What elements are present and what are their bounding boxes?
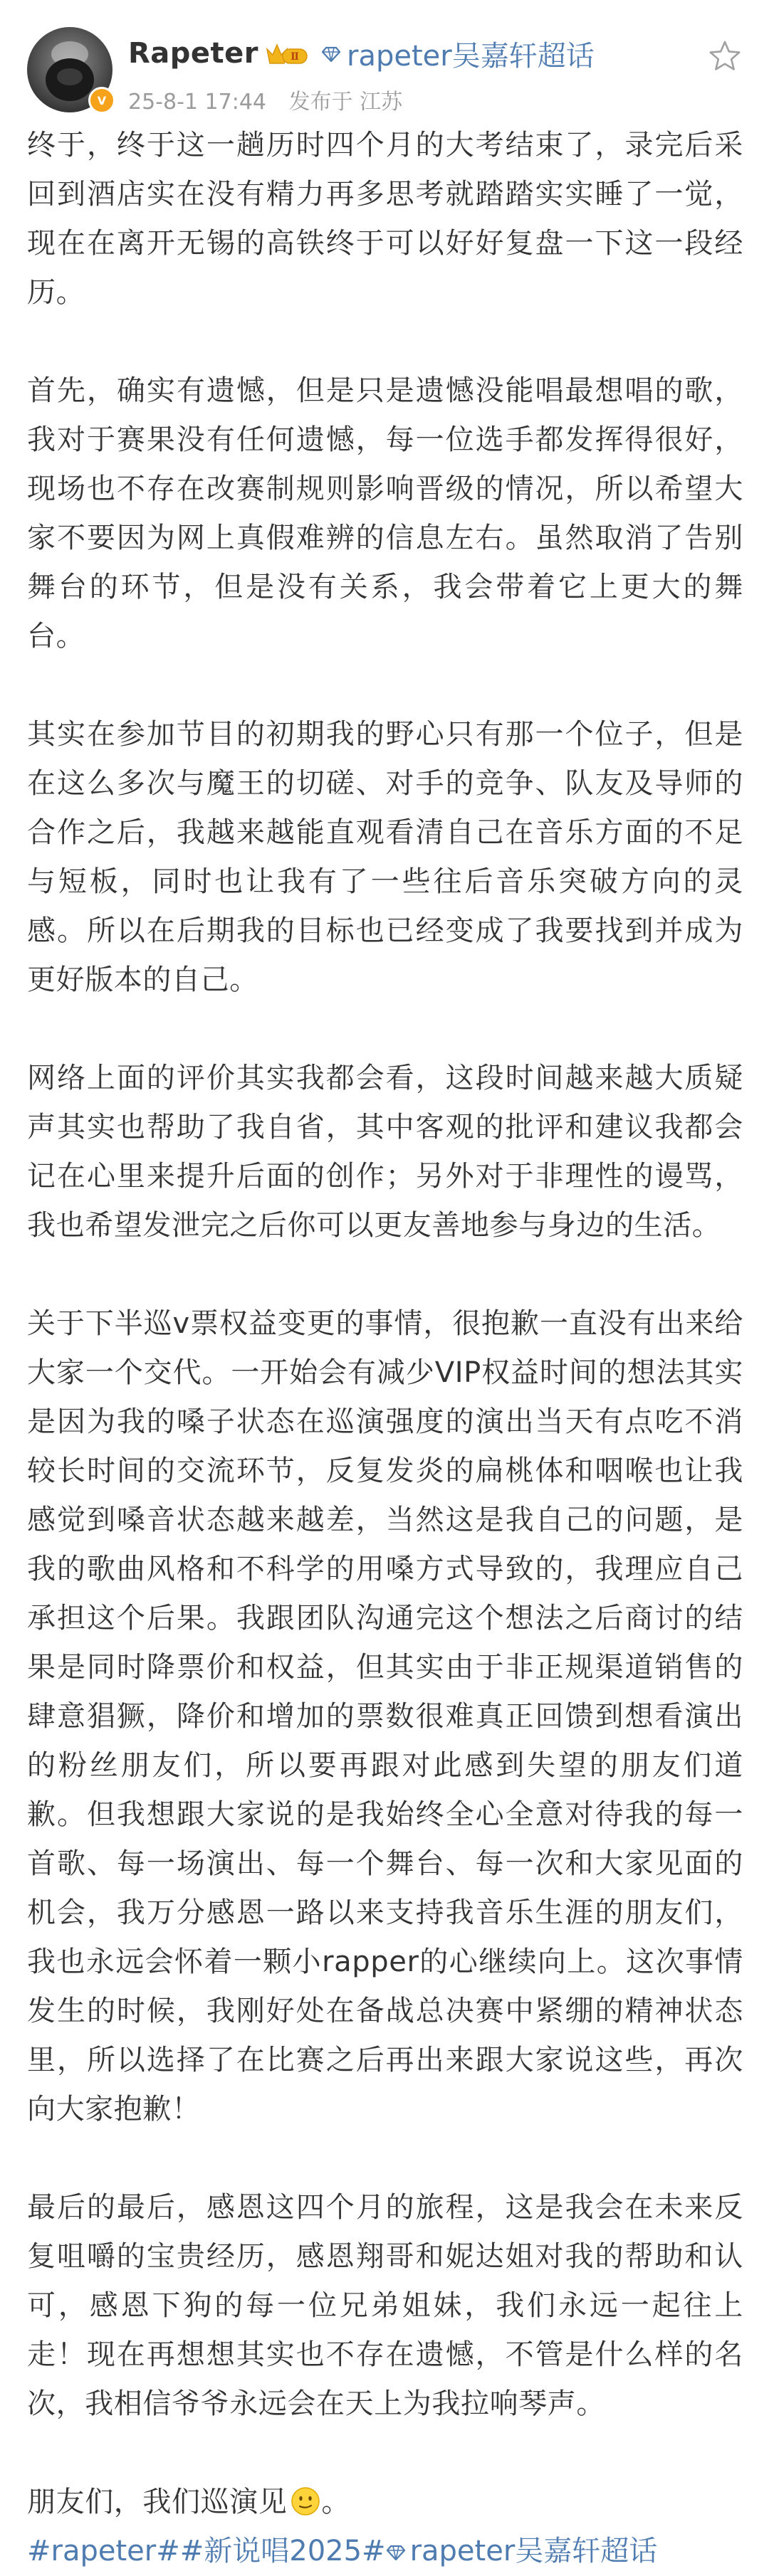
closing-punctuation: 。 bbox=[321, 2486, 351, 2518]
post-header bbox=[0, 0, 769, 121]
author-row bbox=[128, 31, 595, 75]
author-name[interactable]: Rapeter bbox=[128, 37, 259, 70]
hashtag-link[interactable]: #rapeter# bbox=[27, 2535, 180, 2567]
post-meta bbox=[128, 84, 402, 115]
super-topic-hashtag-label: rapeter吴嘉轩超话 bbox=[409, 2535, 658, 2567]
post-location: 发布于 江苏 bbox=[288, 90, 403, 115]
hashtag-link[interactable]: #新说唱2025# bbox=[179, 2535, 386, 2567]
post-paragraph: 其实在参加节目的初期我的野心只有那一个位子，但是在这么多次与魔王的切磋、对手的竞争、队友及导师的合作之后，我越来越能直观看清自己在音乐方面的不足与短板，同时也让我有了一些往后音乐突破方向的灵感。所以在后期我的目标也已经变成了我要找到并成为更好版本的自己。 bbox=[27, 718, 743, 996]
smile-emoji-icon bbox=[290, 2483, 321, 2515]
post-paragraph: 网络上面的评价其实我都会看，这段时间越来越大质疑声其实也帮助了我自省，其中客观的批评和建议我都会记在心里来提升后面的创作；另外对于非理性的谩骂，我也希望发泄完之后你可以更友善地参与身边的生活。 bbox=[27, 1062, 743, 1242]
svg-text:V: V bbox=[97, 94, 107, 107]
post-paragraph: 终于，终于这一趟历时四个月的大考结束了，录完后采回到酒店实在没有精力再多思考就踏踏实实睡了一觉，现在在离开无锡的高铁终于可以好好复盘一下这一段经历。 bbox=[27, 129, 743, 309]
super-topic-hashtag-link[interactable] bbox=[386, 2527, 658, 2576]
post-paragraph: 最后的最后，感恩这四个月的旅程，这是我会在未来反复咀嚼的宝贵经历，感恩翔哥和妮达姐对我的帮助和认可，感恩下狗的每一位兄弟姐妹，我们永远一起往上走！现在再想想其实也不存在遗憾，不管是什么样的名次，我相信爷爷永远会在天上为我拉响琴声。 bbox=[27, 2191, 743, 2420]
vip-level: Ⅱ bbox=[291, 51, 299, 63]
post-paragraph: 关于下半巡v票权益变更的事情，很抱歉一直没有出来给大家一个交代。一开始会有减少VIP权益时间的想法其实是因为我的嗓子状态在巡演强度的演出当天有点吃不消较长时间的交流环节，反复发炎的扁桃体和咽喉也让我感觉到嗓音状态越来越差，当然这是我自己的问题，是我的歌曲风格和不科学的用嗓方式导致的，我理应自己承担这个后果。我跟团队沟通完这个想法之后商讨的结果是同时降票价和权益，但其实由于非正规渠道销售的肆意猖獗，降价和增加的票数很难真正回馈到想看演出的粉丝朋友们，所以要再跟对此感到失望的朋友们道歉。但我想跟大家说的是我始终全心全意对待我的每一首歌、每一场演出、每一个舞台、每一次和大家见面的机会，我万分感恩一路以来支持我音乐生涯的朋友们，我也永远会怀着一颗小rapper的心继续向上。这次事情发生的时候，我刚好处在备战总决赛中紧绷的精神状态里，所以选择了在比赛之后再出来跟大家说这些，再次向大家抱歉！ bbox=[27, 1307, 743, 2126]
super-topic-link[interactable] bbox=[321, 33, 595, 74]
closing-text: 朋友们，我们巡演见 bbox=[27, 2486, 288, 2518]
crown-badge-icon[interactable] bbox=[264, 38, 310, 69]
post-paragraph: 首先，确实有遗憾，但是只是遗憾没能唱最想唱的歌，我对于赛果没有任何遗憾，每一位选手都发挥得很好，现场也不存在改赛制规则影响晋级的情况，所以希望大家不要因为网上真假难辨的信息左右。虽然取消了告别舞台的环节，但是没有关系，我会带着它上更大的舞台。 bbox=[27, 374, 743, 653]
post-closing bbox=[27, 2478, 743, 2527]
super-topic-label: rapeter吴嘉轩超话 bbox=[347, 39, 595, 73]
post-body bbox=[27, 121, 743, 2576]
diamond-icon bbox=[321, 43, 341, 63]
diamond-icon bbox=[386, 2542, 406, 2562]
star-outline-icon bbox=[705, 37, 745, 77]
favorite-button[interactable] bbox=[705, 37, 745, 77]
hashtag-row bbox=[27, 2527, 743, 2576]
post-time: 25-8-1 17:44 bbox=[128, 90, 266, 115]
avatar-container[interactable] bbox=[27, 27, 113, 112]
verified-icon bbox=[88, 87, 115, 114]
